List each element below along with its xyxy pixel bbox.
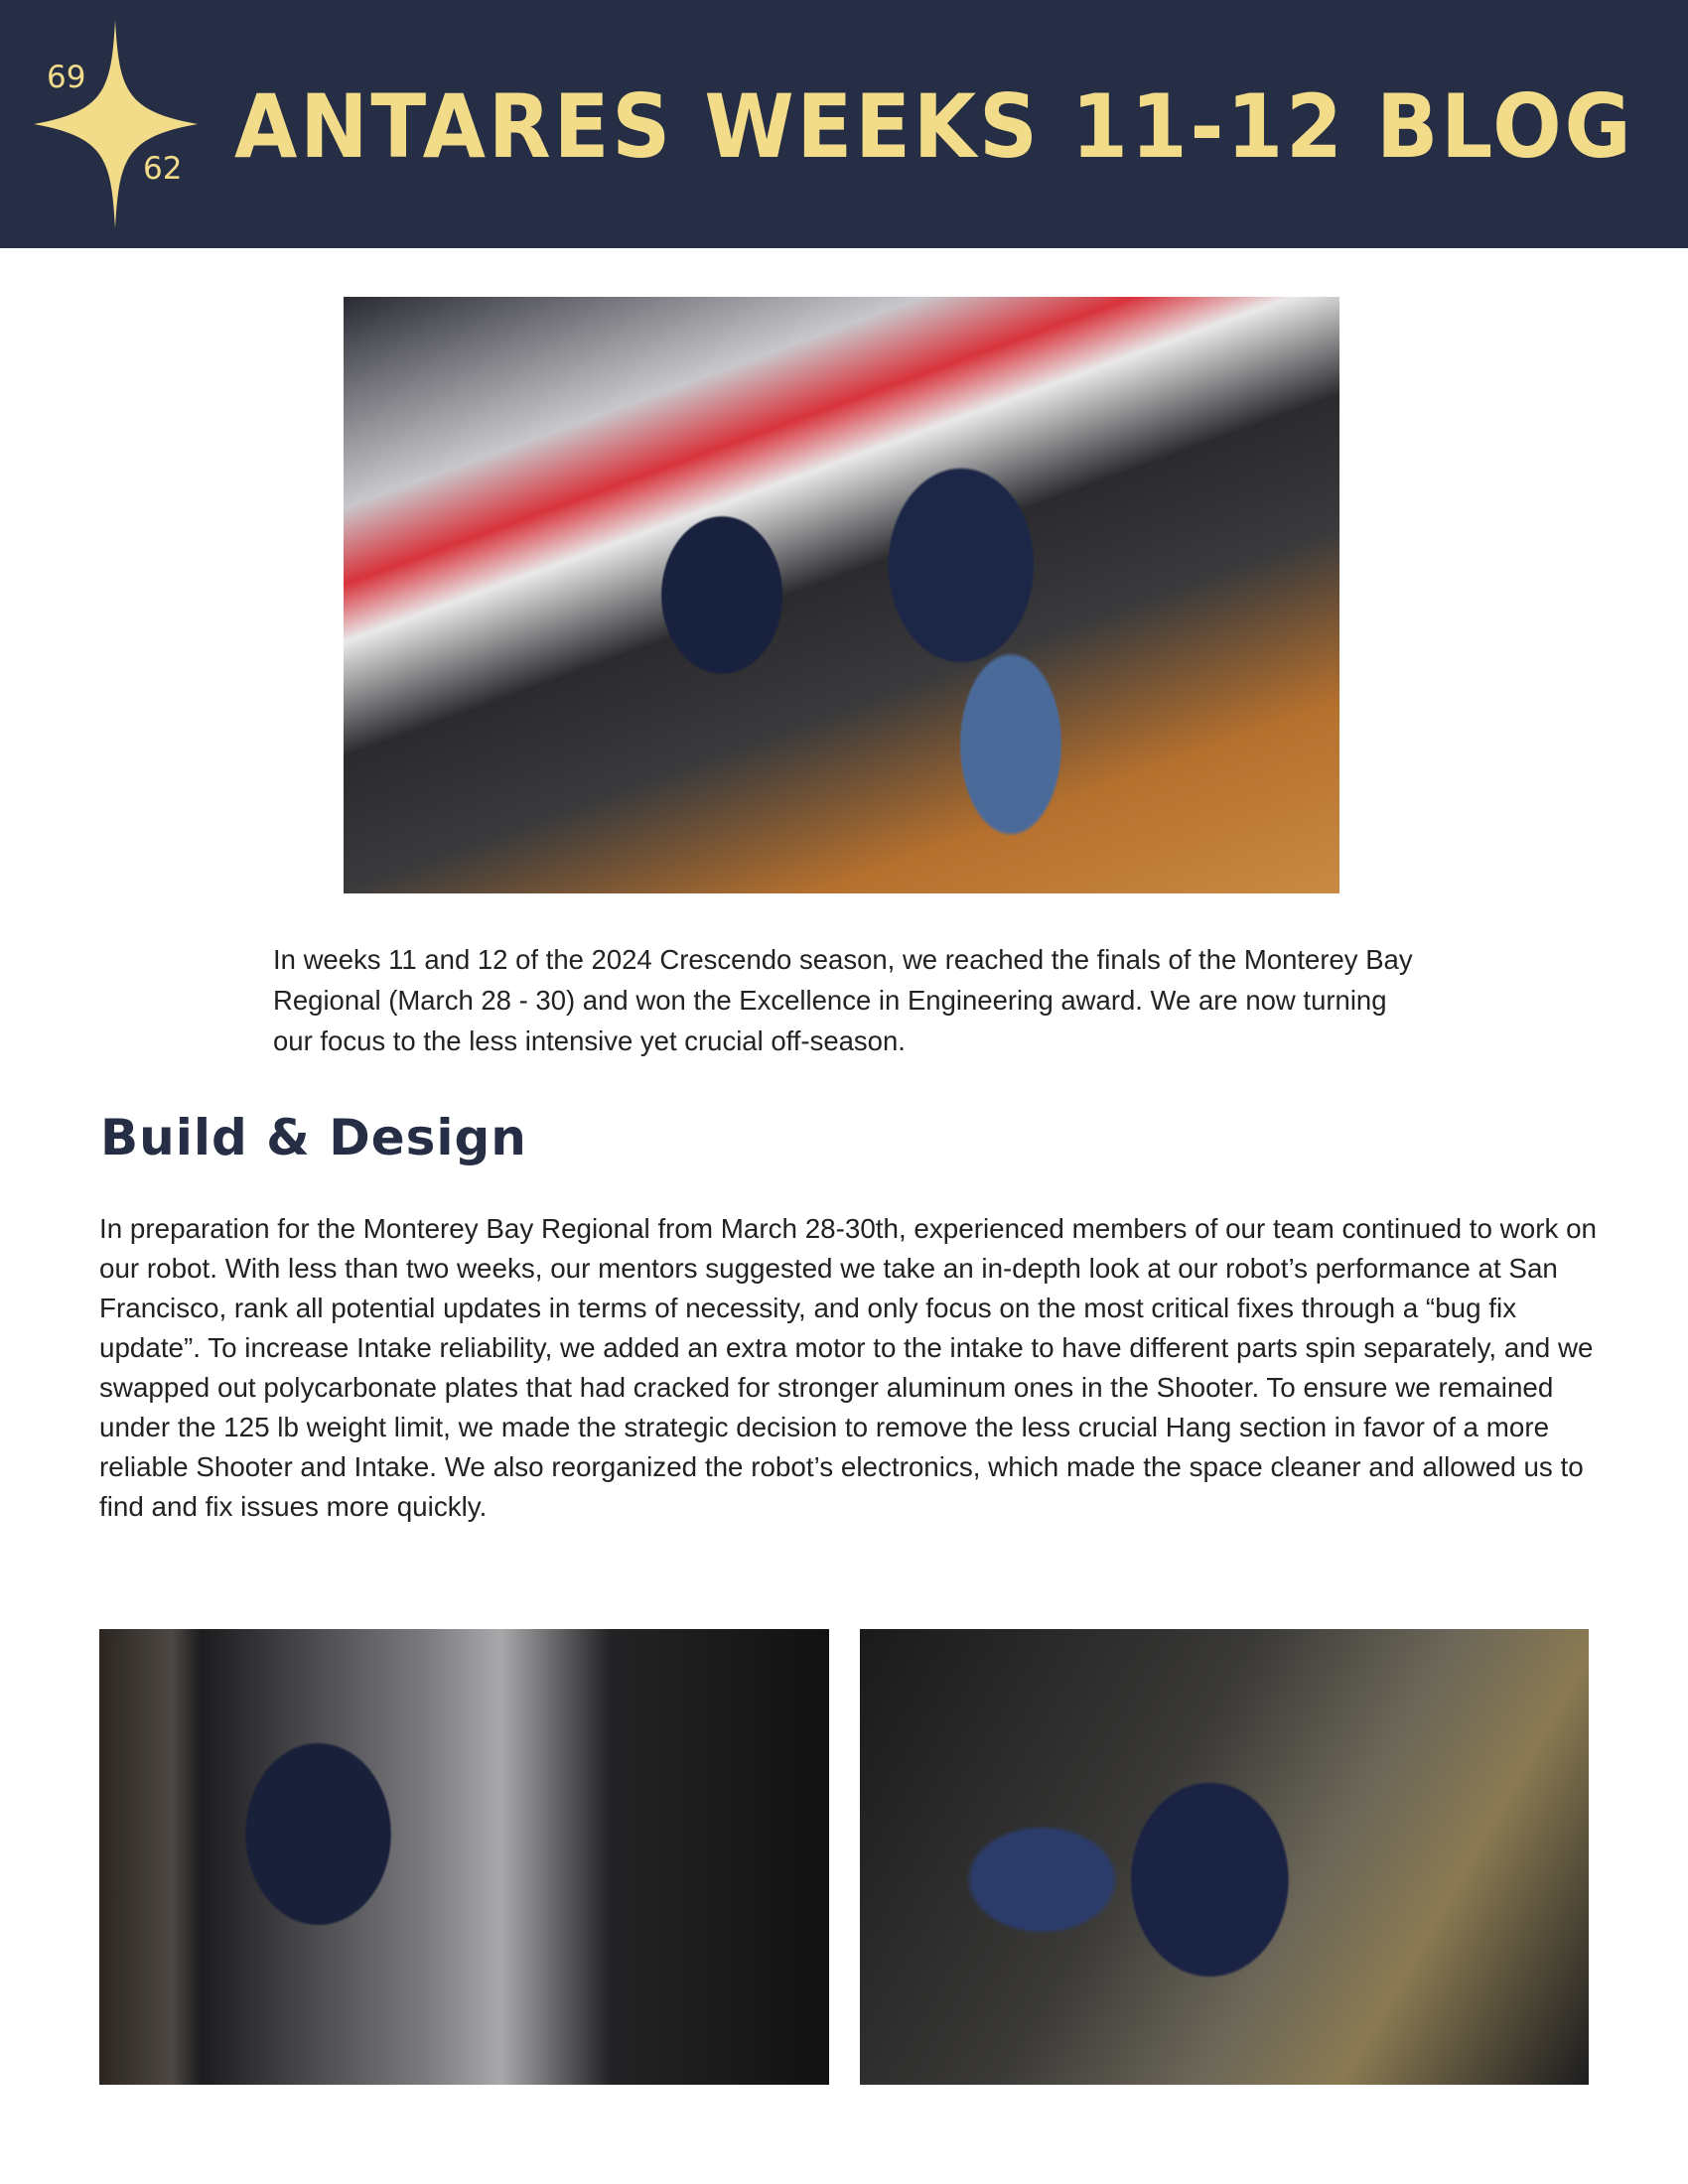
logo-number-bottom: 62 — [143, 151, 183, 187]
page-title: ANTARES WEEKS 11-12 BLOG — [234, 75, 1634, 178]
photo-mentor-and-student-in-bleachers — [344, 297, 1339, 893]
header-banner — [0, 0, 1688, 248]
section-heading: Build & Design — [100, 1109, 527, 1166]
star-logo-icon — [34, 20, 198, 228]
intro-paragraph: In weeks 11 and 12 of the 2024 Crescendo season, we reached the finals of the Monterey Bay Regional (March 28 - 30) and won the Excellence in Engineering award. We are now turning our focus to the less intensive yet crucial off-season. — [273, 944, 1413, 1056]
logo-number-top: 69 — [47, 60, 86, 95]
section-body: In preparation for the Monterey Bay Regional from March 28-30th, experienced members of our team continued to work on our robot. With less than two weeks, our mentors suggested we take an in-depth look at our robot’s performance at San Francisco, rank all potential updates in terms of necessity, and only focus on the most critical fixes through a “bug fix update”. To increase Intake reliability, we added an extra motor to the intake to have different parts spin separately, and we swapped out polycarbonate plates that had cracked for stronger aluminum ones in the Shooter. To ensure we remained under the 125 lb weight limit, we made the strategic decision to remove the less crucial Hang section in favor of a more reliable Shooter and Intake. We also reorganized the robot’s electronics, which made the space cleaner and allowed us to find and fix issues more quickly. — [99, 1213, 1597, 1522]
photo-student-working-on-robot — [860, 1629, 1589, 2085]
photo-student-writing — [99, 1629, 829, 2085]
